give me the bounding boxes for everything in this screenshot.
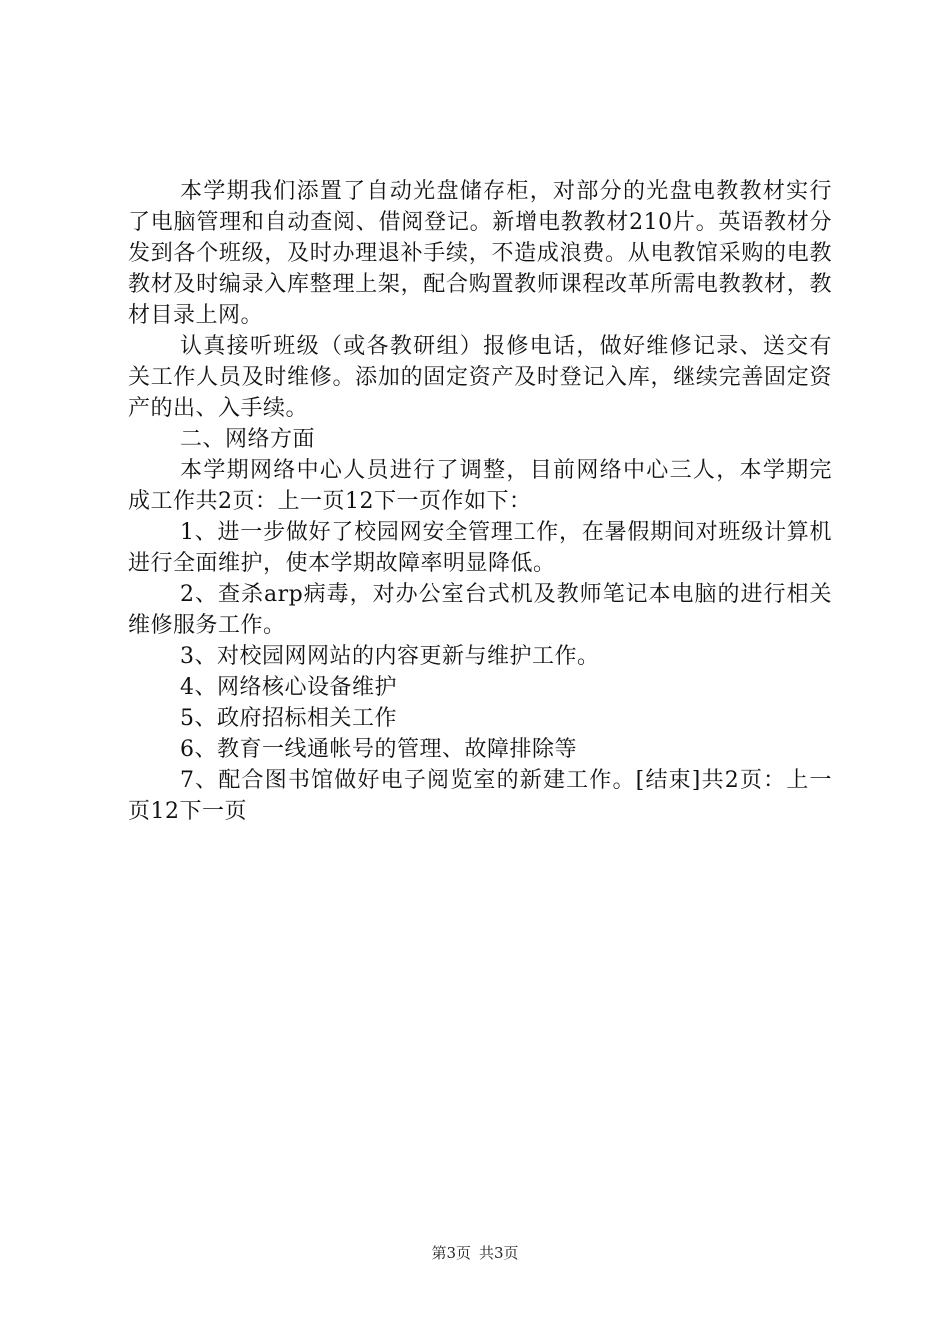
paragraph-network-center: 本学期网络中心人员进行了调整，目前网络中心三人，本学期完成工作共2页：上一页12下一页作如下： — [128, 458, 832, 514]
list-item-6: 6、教育一线通帐号的管理、故障排除等 — [180, 737, 577, 762]
list-item-2: 2、查杀arp病毒，对办公室台式机及教师笔记本电脑的进行相关维修服务工作。 — [128, 582, 832, 638]
list-item-5: 5、政府招标相关工作 — [180, 706, 397, 731]
list-item-7: 7、配合图书馆做好电子阅览室的新建工作。[结束]共2页：上一页12下一页 — [128, 768, 832, 824]
document-body — [128, 176, 832, 827]
paragraph-repair-calls: 认真接听班级（或各教研组）报修电话，做好维修记录、送交有关工作人员及时维修。添加的固定资产及时登记入库，继续完善固定资产的出、入手续。 — [128, 334, 832, 421]
page-number: 第3页 — [431, 1244, 471, 1262]
paragraph-cd-materials: 本学期我们添置了自动光盘储存柜，对部分的光盘电教教材实行了电脑管理和自动查阅、借阅登记。新增电教教材210片。英语教材分发到各个班级，及时办理退补手续，不造成浪费。从电教馆采购的电教教材及时编录入库整理上架，配合购置教师课程改革所需电教教材，教材目录上网。 — [128, 179, 832, 328]
page-footer — [0, 1243, 950, 1263]
page-total: 共3页 — [479, 1244, 519, 1262]
list-item-1: 1、进一步做好了校园网安全管理工作，在暑假期间对班级计算机进行全面维护，使本学期故障率明显降低。 — [128, 520, 832, 576]
list-item-3: 3、对校园网网站的内容更新与维护工作。 — [180, 644, 600, 669]
list-item-4: 4、网络核心设备维护 — [180, 675, 397, 700]
section-heading-network: 二、网络方面 — [180, 427, 316, 452]
